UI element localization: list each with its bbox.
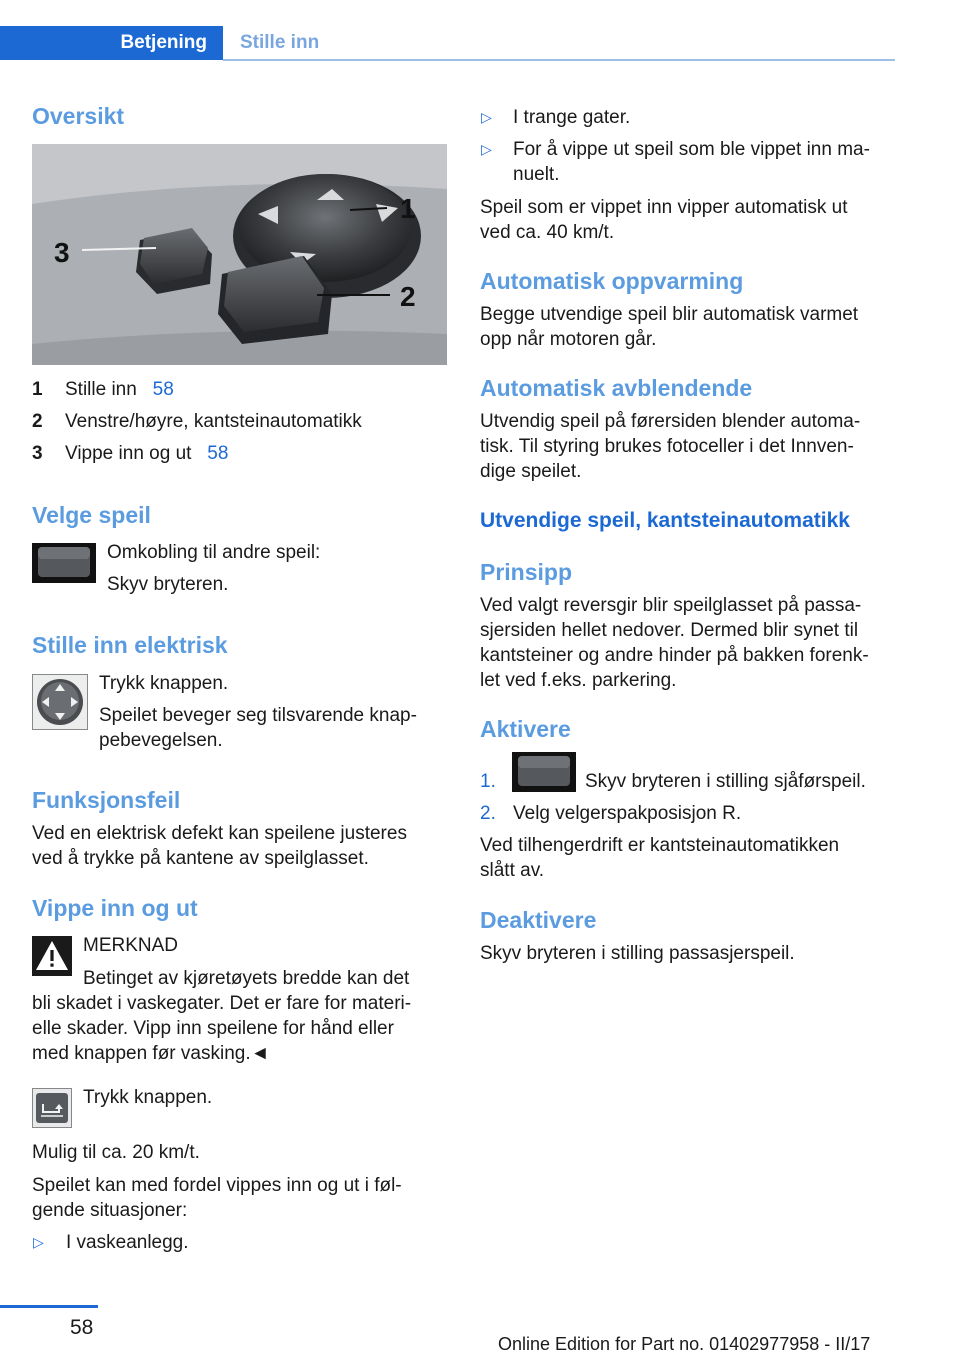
text: Speilet kan med fordel vippes inn og ut i føl-	[32, 1175, 402, 1196]
text: let ved f.eks. parkering.	[480, 670, 677, 691]
bullet-triangle-icon: ▷	[481, 109, 492, 125]
text: Betinget av kjøretøyets bredde kan det	[83, 968, 410, 989]
text: Ved tilhengerdrift er kantsteinautomatikken	[480, 835, 840, 856]
text: Utvendig speil på førersiden blender automa-	[480, 411, 861, 432]
legend-text: Vippe inn og ut 58	[65, 443, 229, 464]
text: ved ca. 40 km/t.	[480, 222, 615, 243]
heading-automatisk-avblendende: Automatisk avblendende	[480, 375, 753, 401]
text: dige speilet.	[480, 461, 582, 482]
heading-prinsipp: Prinsipp	[480, 559, 573, 585]
legend-number: 2	[32, 411, 43, 432]
legend-item	[32, 442, 447, 466]
tab-betjening[interactable]: Betjening	[0, 26, 223, 60]
step-number: 1.	[480, 771, 496, 792]
mirror-control-illustration	[32, 144, 447, 365]
text: Speilet beveger seg tilsvarende knap-	[99, 705, 417, 726]
legend-text: Venstre/høyre, kantsteinautomatikk	[65, 411, 362, 432]
text: elle skader. Vipp inn speilene for hånd eller	[32, 1018, 394, 1039]
heading-aktivere: Aktivere	[480, 716, 571, 742]
page-ref-link[interactable]: 58	[207, 443, 229, 464]
heading-deaktivere: Deaktivere	[480, 907, 597, 933]
list-item: nuelt.	[513, 164, 560, 185]
switch-button-icon	[32, 543, 96, 583]
list-item: I trange gater.	[513, 107, 631, 128]
heading-oversikt: Oversikt	[32, 103, 125, 129]
heading-velge-speil: Velge speil	[32, 502, 151, 528]
heading-kantsteinautomatikk: Utvendige speil, kantsteinautomatikk	[480, 509, 850, 532]
list-item: I vaskeanlegg.	[66, 1232, 189, 1253]
warning-icon	[32, 936, 72, 976]
list-item: For å vippe ut speil som ble vippet inn ma-	[513, 139, 870, 160]
step-text: Velg velgerspakposisjon R.	[513, 803, 742, 824]
text: Trykk knappen.	[83, 1087, 213, 1108]
mirror-control-photo	[32, 144, 447, 365]
legend-number: 1	[32, 379, 43, 400]
legend-number: 3	[32, 443, 43, 464]
bullet-triangle-icon: ▷	[33, 1234, 44, 1250]
text: pebevegelsen.	[99, 730, 223, 751]
page-header	[0, 0, 960, 62]
text: Speil som er vippet inn vipper automatisk ut	[480, 197, 848, 218]
fold-mirror-icon	[32, 1088, 72, 1128]
text: Begge utvendige speil blir automatisk varmet	[480, 304, 859, 325]
text: Trykk knappen.	[99, 673, 229, 694]
heading-vippe-inn-og-ut: Vippe inn og ut	[32, 895, 198, 921]
text: med knappen før vasking.◄	[32, 1043, 270, 1064]
text: Mulig til ca. 20 km/t.	[32, 1142, 200, 1163]
callout-1: 1	[400, 193, 416, 224]
step-text: Skyv bryteren i stilling sjåførspeil.	[585, 771, 866, 792]
mirror-adjust-icon	[32, 674, 88, 730]
legend-item	[32, 378, 447, 402]
text: slått av.	[480, 860, 545, 881]
text: Ved valgt reversgir blir speilglasset på passa-	[480, 595, 862, 616]
heading-funksjonsfeil: Funksjonsfeil	[32, 787, 181, 813]
page-ref-link[interactable]: 58	[152, 379, 174, 400]
footer-divider	[0, 1305, 98, 1308]
heading-stille-inn-elektrisk: Stille inn elektrisk	[32, 632, 228, 658]
heading-automatisk-oppvarming: Automatisk oppvarming	[480, 268, 744, 294]
footer-edition: Online Edition for Part no. 01402977958 - II/17	[498, 1334, 871, 1354]
text: kantsteiner og andre hinder på bakken forenk-	[480, 645, 869, 666]
warning-label: MERKNAD	[83, 935, 179, 956]
switch-button-icon	[512, 752, 576, 792]
text: Ved en elektrisk defekt kan speilene justeres	[32, 823, 407, 844]
text: bli skadet i vaskegater. Det er fare for materi-	[32, 993, 412, 1014]
text: Skyv bryteren i stilling passasjerspeil.	[480, 943, 795, 964]
legend-text: Stille inn 58	[65, 379, 174, 400]
text: sjersiden hellet nedover. Dermed blir synet til	[480, 620, 859, 641]
text: Omkobling til andre speil:	[107, 542, 321, 563]
text: Skyv bryteren.	[107, 574, 229, 595]
text: opp når motoren går.	[480, 329, 657, 350]
callout-2: 2	[400, 281, 416, 312]
text: ved å trykke på kantene av speilglasset.	[32, 848, 369, 869]
text: tisk. Til styring brukes fotoceller i det Innven-	[480, 436, 854, 457]
step-number: 2.	[480, 803, 496, 824]
legend-item	[32, 410, 447, 434]
page-number: 58	[70, 1316, 94, 1339]
bullet-triangle-icon: ▷	[481, 141, 492, 157]
callout-3: 3	[54, 237, 70, 268]
text: gende situasjoner:	[32, 1200, 188, 1221]
tab-stille-inn[interactable]: Stille inn	[240, 32, 320, 53]
header-divider	[223, 59, 895, 61]
